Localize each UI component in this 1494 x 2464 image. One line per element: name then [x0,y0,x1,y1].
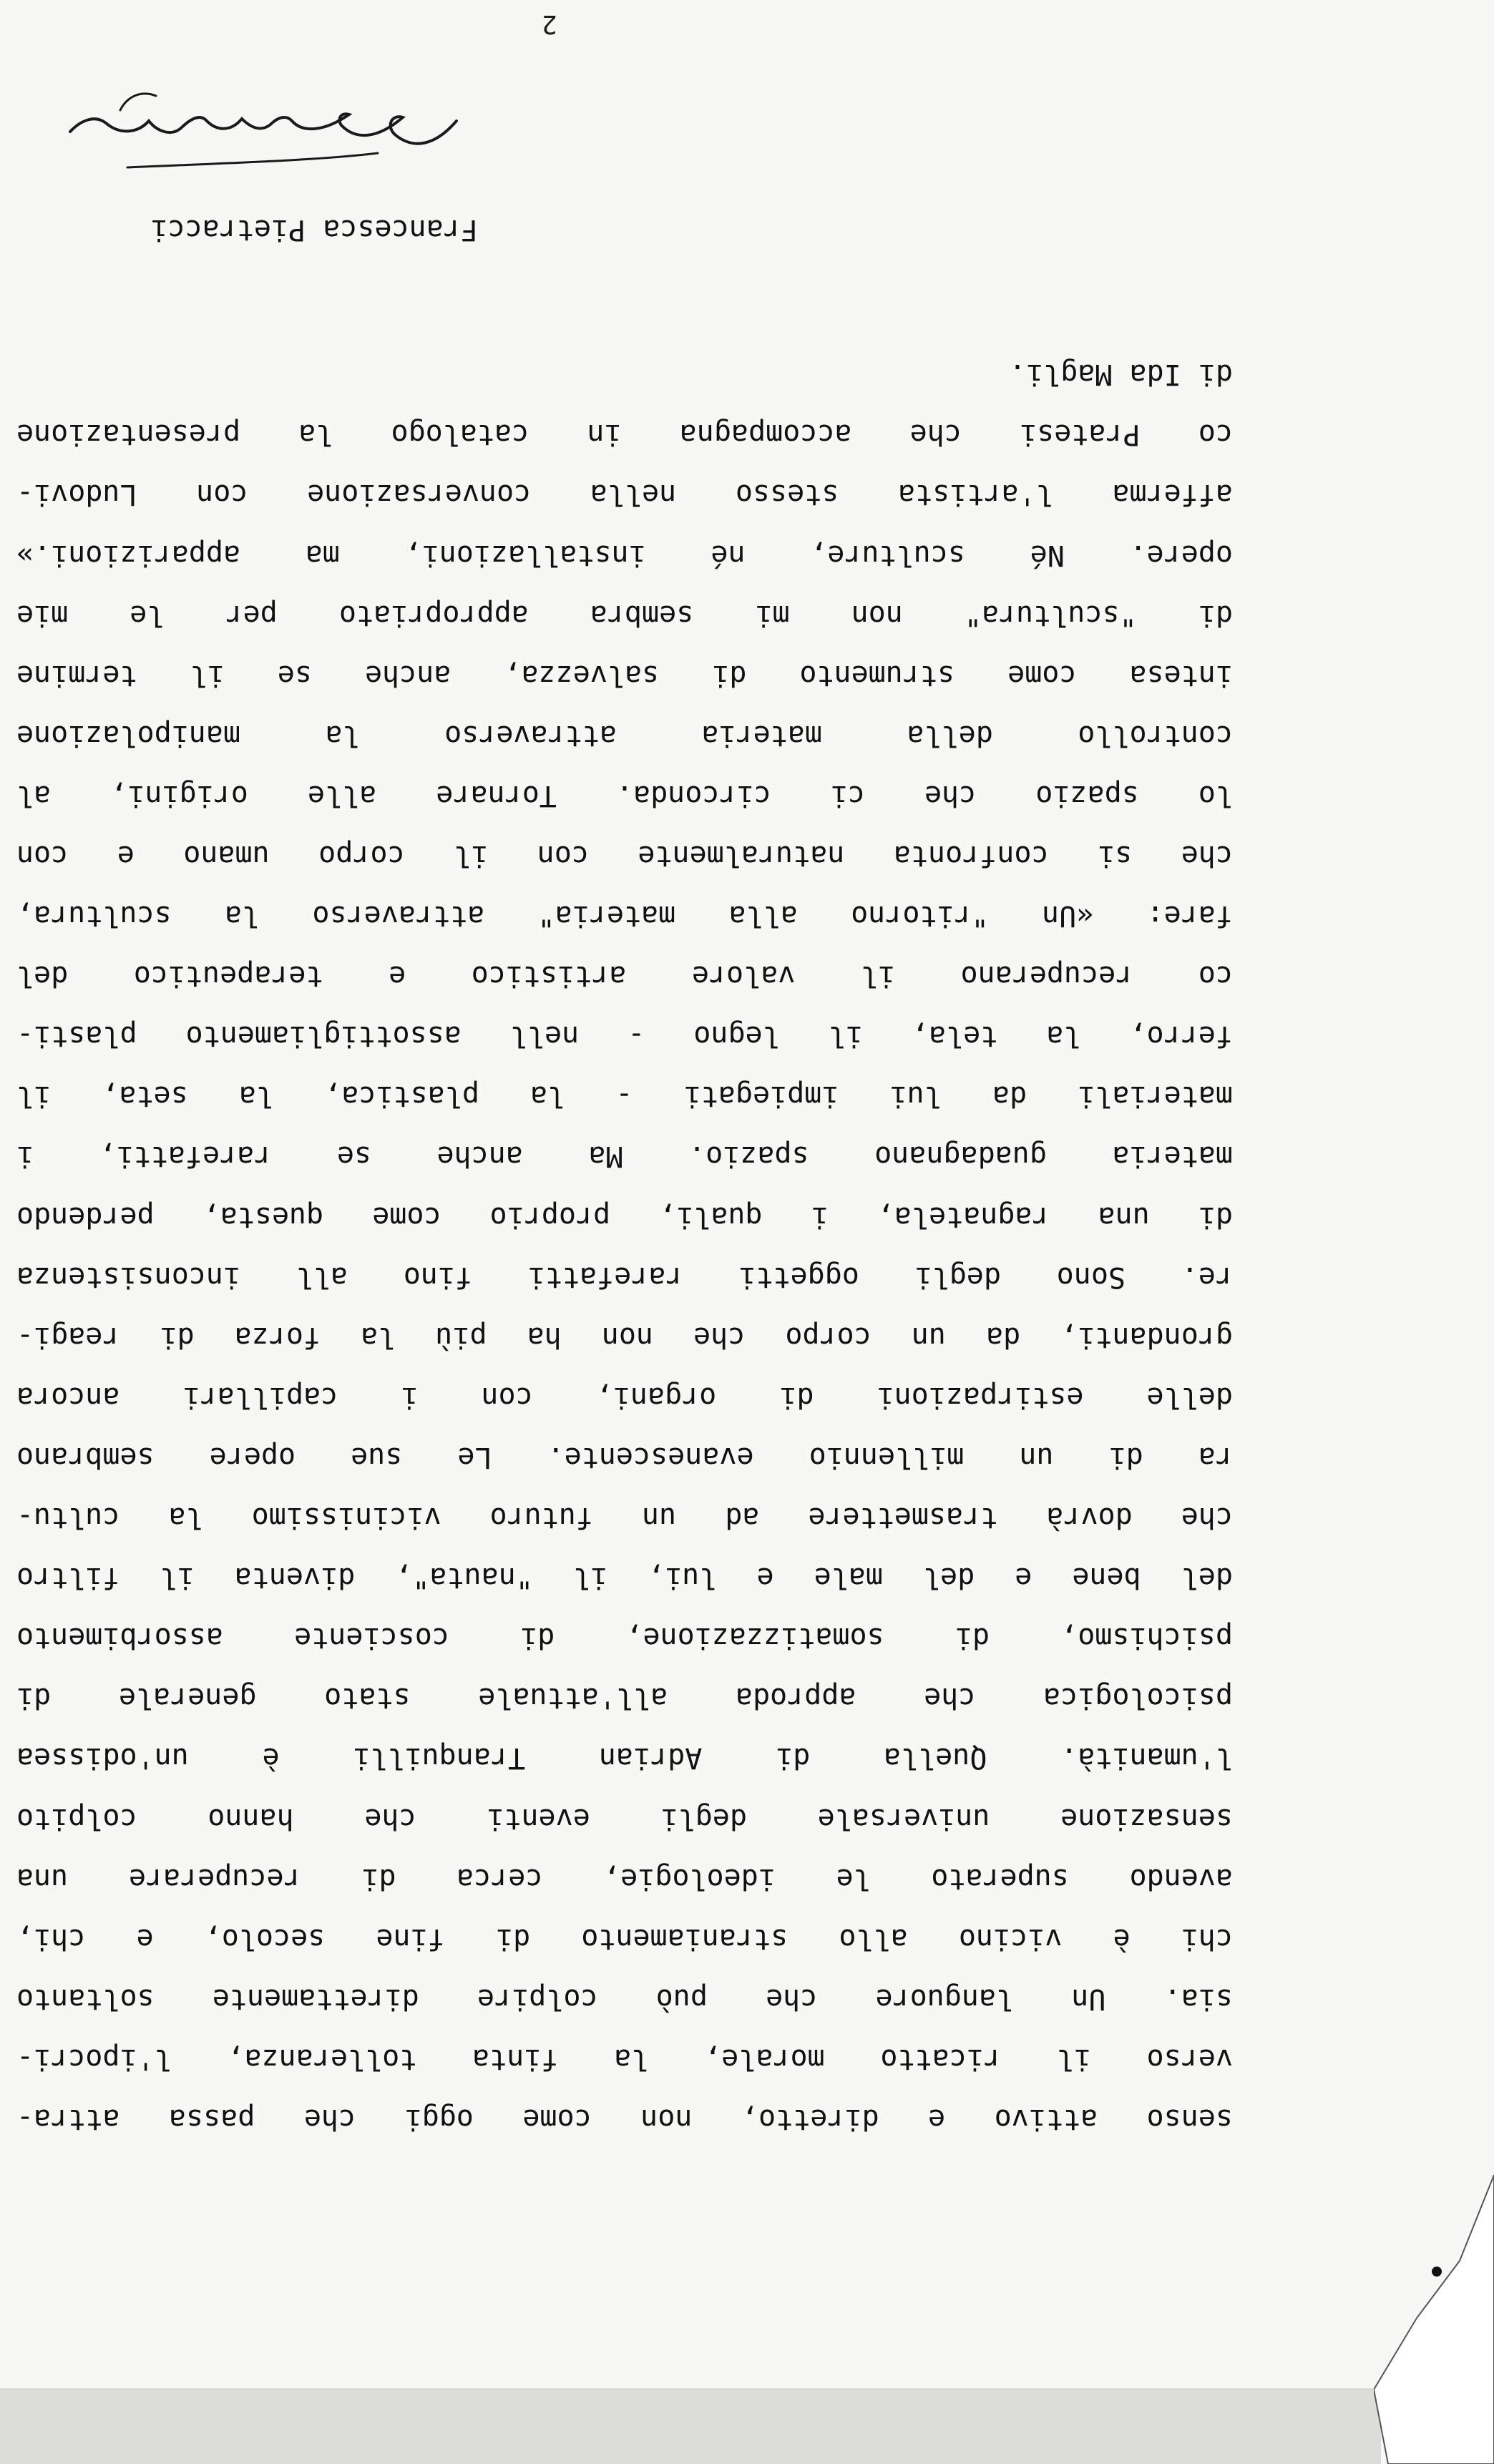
text-line: di Ida Magli. [1008,358,1233,391]
author-name: Francesca Pietracci [150,213,478,246]
text-line: opere. Né sculture, né installazioni, ma apparizioni.» [16,538,1233,572]
text-line: di "scultura" non mi sembra appropriato per le mie [16,598,1233,632]
text-line: ferro, la tela, il legno - nell assottigliamento plasti- [16,1020,1233,1053]
page-number: 2 [542,9,557,39]
text-line: delle estirpazioni di organi, con i capillari ancora [16,1380,1233,1414]
text-line: psicologica che approda all'attuale stato generale di [16,1681,1233,1715]
handwritten-signature [63,82,464,189]
text-line: materia guadagnano spazio. Ma anche se rarefatti, i [16,1140,1233,1173]
text-line: che si confronta naturalmente con il corpo umano e con [16,839,1233,873]
text-line: co recuperano il valore artistico e terapeutico del [16,959,1233,993]
text-line: re. Sono degli oggetti rarefatti fino all inconsistenza [16,1260,1233,1294]
text-line: avendo superato le ideologie, cerca di recuperare una [16,1862,1233,1895]
body-text [16,344,1233,2149]
text-line: sia. Un languore che può colpire direttamente soltanto [16,1982,1233,2015]
text-line: chi è vicino allo straniamento di fine secolo, e chi, [16,1922,1233,1955]
text-line: fare: «Un "ritorno alla materia" attraverso la scultura, [16,899,1233,933]
text-line: intesa come strumento di salvezza, anche se il termine [16,658,1233,692]
text-line: verso il ricatto morale, la finta tolleranza, l'ipocri- [16,2042,1233,2076]
text-line: grondanti, da un corpo che non ha più la forza di reagi- [16,1320,1233,1354]
text-line: l'umanità. Quella di Adrian Tranquilli è un'odissea [16,1741,1233,1775]
text-line: di una ragnatela, i quali, proprio come questa, perdendo [16,1200,1233,1233]
text-line: co Pratesi che accompagna in catalogo la presentazione [16,418,1233,451]
text-line: del bene e del male e lui, il "nauta", diventa il filtro [16,1561,1233,1595]
text-line: afferma l'artista stesso nella conversazione con Ludovi- [16,478,1233,512]
text-line: psichismo, di somatizzazione, di cosciente assorbimento [16,1621,1233,1655]
text-line: ra di un millennio evanescente. Le sue opere sembrano [16,1440,1233,1474]
text-line: controllo della materia attraverso la manipolazione [16,718,1233,752]
text-line: lo spazio che ci circonda. Tornare alle origini, al [16,778,1233,812]
text-line: che dovrà trasmettere ad un futuro vicinissimo la cultu- [16,1501,1233,1535]
text-line: materiali da lui impiegati - la plastica, la seta, il [16,1080,1233,1113]
text-line: sensazione universale degli eventi che hanno colpito [16,1801,1233,1835]
text-line: senso attivo e diretto, non come oggi che passa attra- [16,2103,1233,2136]
